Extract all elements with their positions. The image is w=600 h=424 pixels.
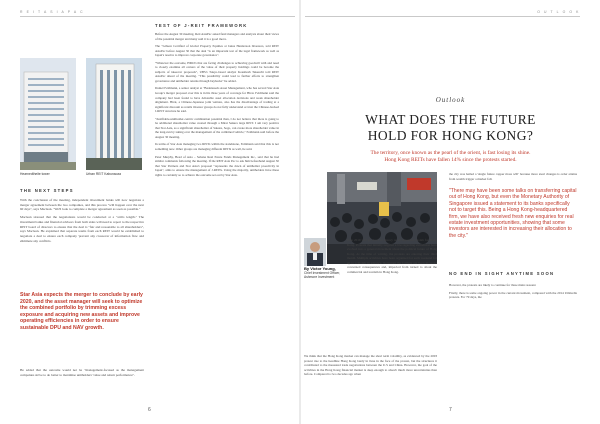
dek-line: The territory, once known as the pearl of the orient, is fast losing its shine. [370,150,531,156]
author-byline [304,267,344,279]
author-org: Ashmore Investment [304,275,335,280]
title-line: HOLD FOR HONG KONG? [367,128,534,143]
paragraph: The "Gibson Certified of Global Property Equities at Janus Henderson Investors, told REIT AsiaPac before August 30 that the deal "is an important test of the legal framework as well as Japan's resolve to improve corporate governance". [155,44,279,58]
author-role: Chief Investment Officer, [304,271,341,276]
closing-paragraph: He added that the outcome would not be "management-focused as the management companies strive to do better to maximise unitholders' value and return performance". [20,368,144,377]
building-photo-2 [86,58,142,170]
left-page [0,0,299,424]
right-page [301,0,600,424]
article-wide-paragraph: We think that the Hong Kong market can manage the short term volatility, as evidenced by the 2003 protest rise to the headline Hong Kong lately in June in the face of the protest, but the structures it contributed to the measured trade negotiations between the U.S and China. However, the goal of the activities in the Hong Kong financial market is deep enough to absorb much more uncertainties than before. Compared to two decades ago when [304,354,437,376]
running-header-left: R E I T A S I A P A C [20,10,85,14]
section-kicker: Outlook [435,96,466,104]
article-col2-body [449,283,577,303]
photo-caption-1: Hearnedtheite tower [20,172,50,176]
section-heading-jreit: TEST OF J-REIT FRAMEWORK [155,23,248,28]
pull-quote-right: "There may have been some talks on transferring capital out of Hong Kong, but even the Monetary Authority of Singapore issued a statement to its banks specifically not to target this. Being a Hong Kong-headquartered firm, we have also received fresh new enquiries for real estate investment opportunities, showing that some investors are interested in increasing their allocation to the city." [449,188,577,239]
paragraph: "Whatever the outcome, HMO's that are facing challenges to achieving goodwill with and need to closely examine all owners of the value of their property holdings could be become the subjects of takeover proposals", UBS's Tokyo-based analyst Kousilesh Takeuchi told REIT AsiaPac ahead of the meeting. "This possibility could lead to further efforts to strengthen governance and unitholder returns through buybacks" he added. [155,60,279,83]
section-heading-no-end: NO END IN SIGHT ANYTIME SOON [449,271,555,276]
paragraph: "Justifiable-unitholder-centric combination potential then, I do not believe that there is going to be additional shareholder value created through a Mirai Sakura large REIT. I am very positive that Star Asia, as a significant shareholder of Sakura, Sogo, can create more shareholder value in the long-run by taking over the management of the combined vehicle," Feldmann said before the August 30 meeting. [155,116,279,139]
jreit-body [155,32,279,180]
dek-line: Hong Kong REITs have fallen 14% since the protests started. [384,157,517,163]
author-name: By Victor Young, [304,266,336,271]
next-steps-body [20,198,144,246]
title-line: WHAT DOES THE FUTURE [365,112,536,127]
page-number-right: 7 [449,407,452,413]
building-photo-1 [20,58,76,170]
section-heading-next-steps: THE NEXT STEPS [20,188,74,193]
article-dek [311,150,590,164]
article-title [311,112,590,144]
page-number-left: 6 [148,407,151,413]
paragraph: Firstly, there is some ongoing power in the current movement, compared with the 2014 Umbrella protests. For 79 days, the [449,290,577,299]
running-header-right: O U T L O O K [537,10,580,14]
article-col2-intro: the city was hailed a 'single future capper more will' because more steal changes is order attains from wealth trigger a market fall. [449,172,577,181]
paragraph: Maclean stressed that the negotiations would be conducted at a "arm's length." The investment banks and financial advisors from both sides will need to report to the respective REIT board of directors to ensure that the deal is "fair and reasonable to all shareholders", says Maclean. He explained that separate teams from each REIT would be established to negotiate a deal to ensure each company 'prevent any crossover of information flow and eliminate any conflicts. [20,215,144,243]
pull-quote: Star Asia expects the merger to conclude by early 2020, and the asset manager will seek to optimize the combined portfolio by trimming excess exposure and acquiring new assets and improve operating efficiencies in order to ensure sustainable DPU and NAV growth. [20,292,143,331]
paragraph: With the conclusion of the meeting, independent investment banks will now negotiate a merger agreement between the two companies, and this process "will happen over the next 60 days", says Maclean. "We'll look to complete a merger agreement as soon as possible." [20,198,144,212]
paragraph: June 2019 will go down in history as an important month for Hong Kong. Protests that initially targeted a law regarding extradition have evolved into a general movement about the political future of Hong Kong. At the time of writing, the protests are entering their third month. Multiple activities have been organised for each weekend for up to a month in advance. Retaurant the formats are been moreand concerned consequences and, impacted from turned to about the commercial and tourism in Hong Kong. [347,238,437,274]
paragraph: Daniel Feldmann, a senior analyst at "Badenreeds Asset Management, who has served Star Asia Group's merger proposal over this is in his three years of coverage for Hirai. Feldmann said the company had been found to have debatable asset allocation decisions and weak shareholder alignment. Hirai, a Chinese-Japanese joint venture, also has the disadvantage of trading at a significant discount as retails investor groups do not fully understand or trust the Chinese-backed J-REIT structure he said. [155,86,279,114]
paragraph: However, the protests are likely to continue for three main reasons: [449,283,537,287]
paragraph: In terms of Star Asia managing two REITs within the standalone, Feldmann said that this is not something new. Other groups are managing different REITs as well, he said. [155,142,279,152]
header-rule [305,16,580,17]
photo-caption-2: Urban REIT Kabunaoza [86,172,121,176]
paragraph: Peter Murphy, Head of Asia – Sabana Real Estate Funds Management Inc., said that he had similar comments following the meeting. If the REIT Asia Pac to ask him beforehand August 30 that Star Partners and Star Asia's proposal "represents the dawn of unitholder proactivity in Japan", aims to ensure the management of J-REITs. Using the majority, unitholders have these rights to certainly so to achieve the outcome set out by Star Asia. [155,154,279,177]
header-rule [20,16,295,17]
article-col1 [347,238,437,277]
paragraph: Before the August 30 meeting, Reit AsiaPac asked fund managers and analysts about their views of the potential merger and many said it is a good move. [155,32,279,41]
author-portrait [304,238,326,266]
